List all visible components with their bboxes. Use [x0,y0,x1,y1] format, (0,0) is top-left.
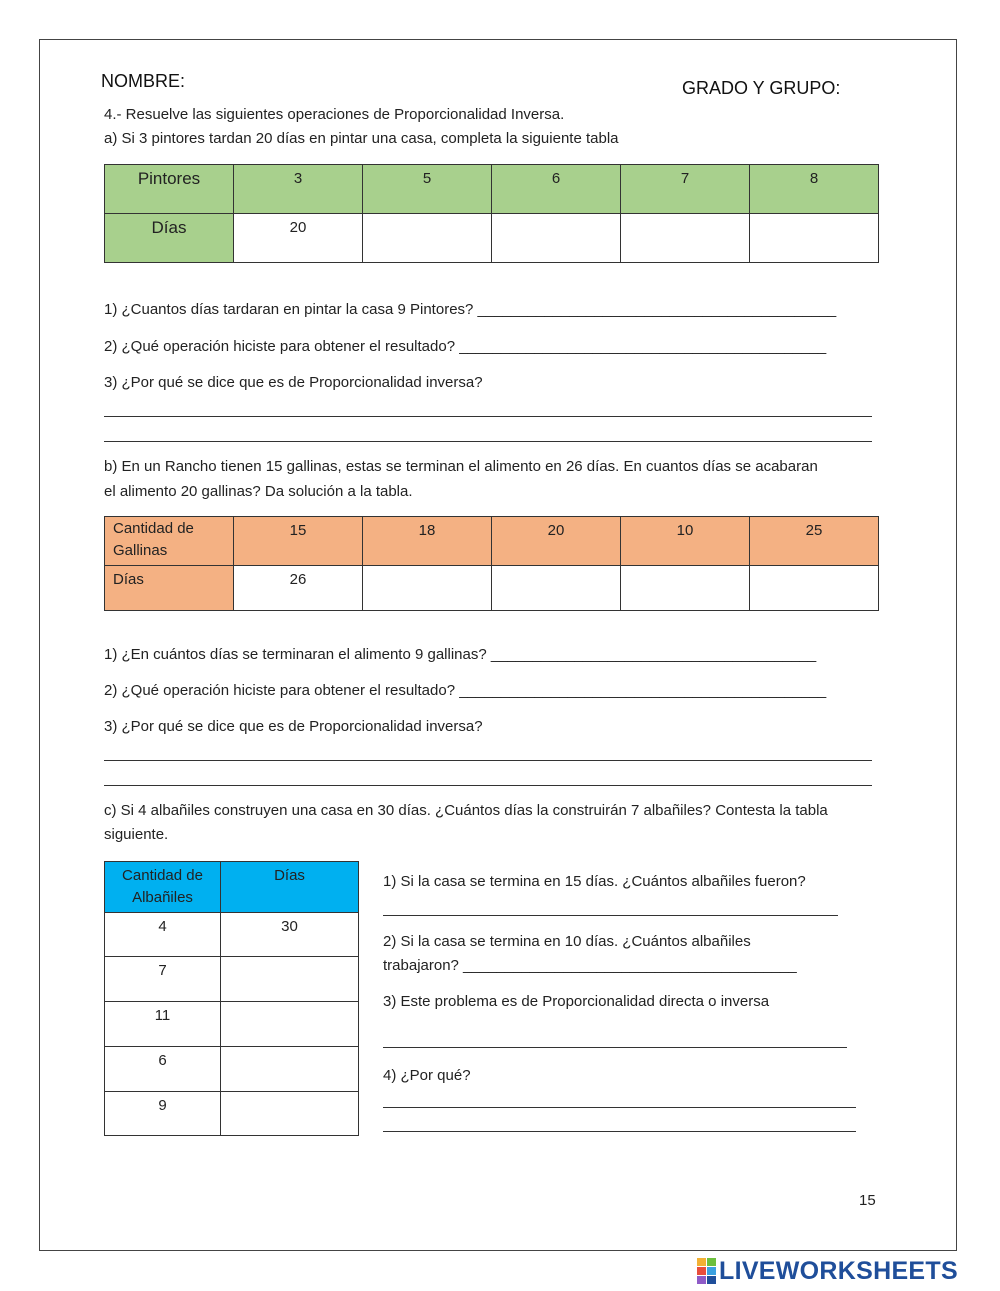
page-number: 15 [859,1192,876,1209]
grade-group-label: GRADO Y GRUPO: [682,78,841,98]
answer-cell-days[interactable] [621,214,750,263]
cell-bricklayers: 4 [105,913,221,957]
question-a2: 2) ¿Qué operación hiciste para obtener el resultado? ____________________________________________ [104,338,827,355]
problem-a-statement: a) Si 3 pintores tardan 20 días en pintar una casa, completa la siguiente tabla [104,130,619,147]
answer-line[interactable] [383,1107,856,1108]
cell-painters: 3 [234,165,363,214]
question-b2: 2) ¿Qué operación hiciste para obtener el resultado? ____________________________________________ [104,682,827,699]
cell-bricklayers: 6 [105,1047,221,1092]
question-c2-continued: trabajaron? ________________________________________ [383,957,797,974]
answer-line[interactable] [104,416,872,417]
answer-cell-days[interactable] [750,214,879,263]
row-label-hens: Cantidad de Gallinas [105,517,234,566]
table-hens [104,516,879,611]
cell-bricklayers: 9 [105,1092,221,1136]
question-a1: 1) ¿Cuantos días tardaran en pintar la casa 9 Pintores? ___________________________________________ [104,301,837,318]
answer-cell-days[interactable] [363,214,492,263]
header-bricklayers: Cantidad de Albañiles [105,862,221,913]
question-b1: 1) ¿En cuántos días se terminaran el alimento 9 gallinas? _______________________________________ [104,646,817,663]
cell-hens: 15 [234,517,363,566]
question-a3: 3) ¿Por qué se dice que es de Proporcionalidad inversa? [104,374,483,391]
row-label-days: Días [105,566,234,611]
cell-bricklayers: 11 [105,1002,221,1047]
answer-cell-days[interactable] [363,566,492,611]
cell-days: 20 [234,214,363,263]
exercise-title: 4.- Resuelve las siguientes operaciones de Proporcionalidad Inversa. [104,106,565,123]
answer-cell-days[interactable] [221,957,359,1002]
table-bricklayers [104,861,359,1136]
answer-line[interactable] [104,760,872,761]
answer-cell-days[interactable] [750,566,879,611]
question-b3: 3) ¿Por qué se dice que es de Proporcionalidad inversa? [104,718,483,735]
answer-cell-days[interactable] [221,1047,359,1092]
question-c1: 1) Si la casa se termina en 15 días. ¿Cuántos albañiles fueron? [383,873,806,890]
cell-painters: 7 [621,165,750,214]
answer-cell-days[interactable] [492,566,621,611]
logo-blocks-icon [697,1258,716,1284]
answer-line[interactable] [383,1047,847,1048]
cell-painters: 5 [363,165,492,214]
header-days: Días [221,862,359,913]
answer-line[interactable] [104,785,872,786]
answer-line[interactable] [383,1131,856,1132]
question-c3: 3) Este problema es de Proporcionalidad directa o inversa [383,993,770,1010]
cell-days: 26 [234,566,363,611]
answer-cell-days[interactable] [492,214,621,263]
row-label-days: Días [105,214,234,263]
cell-painters: 8 [750,165,879,214]
brand-name: LIVEWORKSHEETS [719,1256,958,1285]
problem-b-line1: b) En un Rancho tienen 15 gallinas, estas se terminan el alimento en 26 días. En cuantos días se acabaran [104,458,818,475]
cell-hens: 10 [621,517,750,566]
cell-bricklayers: 7 [105,957,221,1002]
question-c4: 4) ¿Por qué? [383,1067,471,1084]
liveworksheets-logo [697,1258,958,1284]
answer-cell-days[interactable] [221,1092,359,1136]
question-c2: 2) Si la casa se termina en 10 días. ¿Cuántos albañiles [383,933,751,950]
name-label: NOMBRE: [101,71,186,91]
row-label-painters: Pintores [105,165,234,214]
cell-days: 30 [221,913,359,957]
problem-b-line2: el alimento 20 gallinas? Da solución a la tabla. [104,483,413,500]
table-painters [104,164,879,263]
answer-line[interactable] [104,441,872,442]
cell-hens: 20 [492,517,621,566]
cell-painters: 6 [492,165,621,214]
cell-hens: 25 [750,517,879,566]
answer-line[interactable] [383,915,838,916]
answer-cell-days[interactable] [621,566,750,611]
problem-c-line1: c) Si 4 albañiles construyen una casa en 30 días. ¿Cuántos días la construirán 7 albañiles? Contesta la tabla [104,802,828,819]
problem-c-line2: siguiente. [104,826,169,843]
cell-hens: 18 [363,517,492,566]
answer-cell-days[interactable] [221,1002,359,1047]
